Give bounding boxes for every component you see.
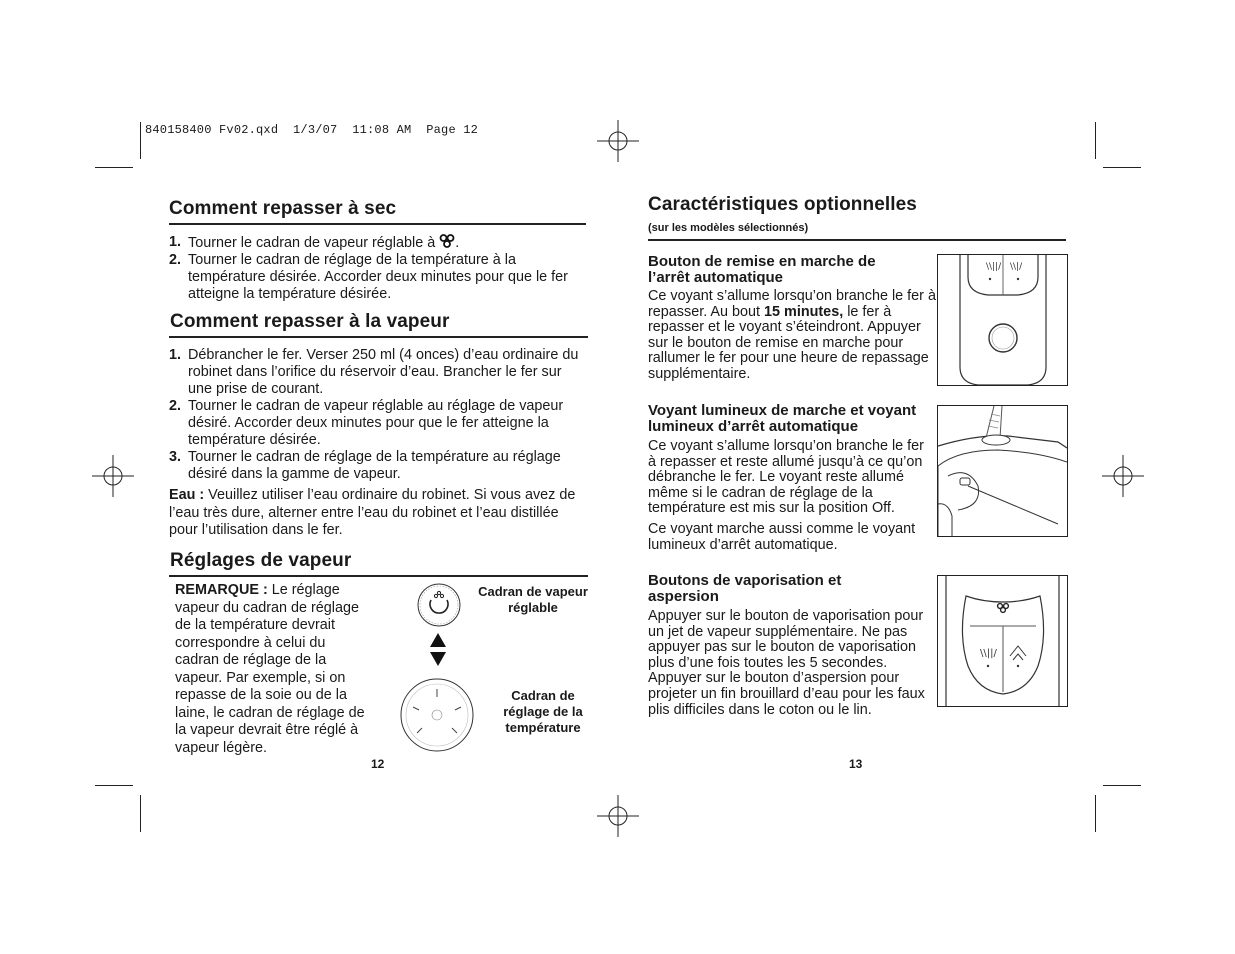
svg-text:\\||/: \\||/ — [986, 262, 1002, 272]
features-title: Caractéristiques optionnelles — [648, 194, 917, 215]
section-rule — [169, 575, 588, 577]
water-note: Eau : Veuillez utiliser l’eau ordinaire du robinet. Si vous avez de l’eau très dure, alterner entre l’eau du robinet et l’eau distillée pour l’utilisation dans le fer. — [169, 487, 576, 538]
steam-ironing-title: Comment repasser à la vapeur — [170, 311, 450, 332]
registration-mark-icon — [92, 455, 134, 497]
svg-text:\\||/: \\||/ — [980, 648, 997, 659]
settings-note: REMARQUE : Le réglage vapeur du cadran de réglage de la température devrait correspondre à celui du cadran de réglage de la vapeur. Par exemple, si on repasse de la soie ou de la laine, le cadran de réglage de la vapeur devrait être réglé à vapeur légère. — [175, 582, 365, 756]
dry-ironing-title: Comment repasser à sec — [169, 198, 397, 219]
section-rule — [169, 223, 586, 225]
features-subtitle: (sur les modèles sélectionnés) — [648, 222, 809, 234]
section-rule — [169, 336, 588, 338]
light-text: Ce voyant s’allume lorsqu’on branche le fer à repasser et reste allumé jusqu’à ce qu’on débranche le fer. Le voyant reste allumé même si le cadran de réglage de la température est mis sur la position Off. — [648, 438, 924, 517]
temperature-dial-illustration — [399, 677, 475, 753]
registration-mark-icon — [1102, 455, 1144, 497]
steam-dial-caption: Cadran de vapeur réglable — [478, 584, 588, 615]
registration-mark-icon — [597, 795, 639, 837]
list-item: 1. Débrancher le fer. Verser 250 ml (4 onces) d’eau ordinaire du robinet dans l’orifice du réservoir d’eau. Brancher le fer sur une prise de courant. — [169, 347, 579, 397]
steam-steps-list — [169, 347, 581, 483]
light-heading: Voyant lumineux de marche et voyant lumineux d’arrêt automatique — [648, 402, 917, 435]
temperature-dial-caption: Cadran de réglage de la température — [503, 688, 583, 735]
reset-button-illustration — [937, 254, 1068, 386]
page-number: 13 — [849, 757, 863, 771]
light-text-2: Ce voyant marche aussi comme le voyant lumineux d’arrêt automatique. — [648, 521, 916, 553]
list-item: 3. Tourner le cadran de réglage de la température au réglage désiré dans la gamme de vapeur. — [169, 449, 561, 482]
steam-dial-illustration — [416, 582, 462, 628]
spray-buttons-illustration — [937, 575, 1068, 707]
page-number: 12 — [371, 757, 385, 771]
section-rule — [648, 239, 1066, 241]
list-item: 1. Tourner le cadran de vapeur réglable à . — [169, 234, 460, 251]
file-slug: 840158400 Fv02.qxd 1/3/07 11:08 AM Page 12 — [145, 123, 479, 137]
registration-mark-icon — [597, 120, 639, 162]
svg-text:\\|/: \\|/ — [1010, 262, 1023, 272]
reset-heading: Bouton de remise en marche de l’arrêt automatique — [648, 253, 876, 286]
steam-settings-title: Réglages de vapeur — [170, 550, 352, 571]
spray-text: Appuyer sur le bouton de vaporisation pour un jet de vapeur supplémentaire. Ne pas appuyer pas sur le bouton de vaporisation plus d’une fois toutes les 5 secondes. Appuyer sur le bouton d’aspersion pour projeter un fin brouillard d’eau pour les faux plis difficiles dans le coton ou le lin. — [648, 608, 925, 718]
list-item: 2. Tourner le cadran de réglage de la température à la température désirée. Accorder deux minutes pour que le fer atteigne la température désirée. — [169, 252, 568, 302]
reset-text: Ce voyant s’allume lorsqu’on branche le fer à repasser. Au bout 15 minutes, le fer à repasser et le voyant s’éteindront. Appuyer sur le bouton de remise en marche pour rallumer le fer pour une heure de repassage supplémentaire. — [648, 288, 936, 382]
dry-steps-list — [169, 234, 579, 303]
spray-heading: Boutons de vaporisation et aspersion — [648, 572, 842, 605]
list-item: 2. Tourner le cadran de vapeur réglable au réglage de vapeur désiré. Accorder deux minutes pour que le fer atteigne la température désirée. — [169, 398, 564, 448]
indicator-light-illustration — [937, 405, 1068, 537]
steam-off-icon — [439, 234, 455, 248]
up-down-triangle-icon — [429, 632, 447, 668]
